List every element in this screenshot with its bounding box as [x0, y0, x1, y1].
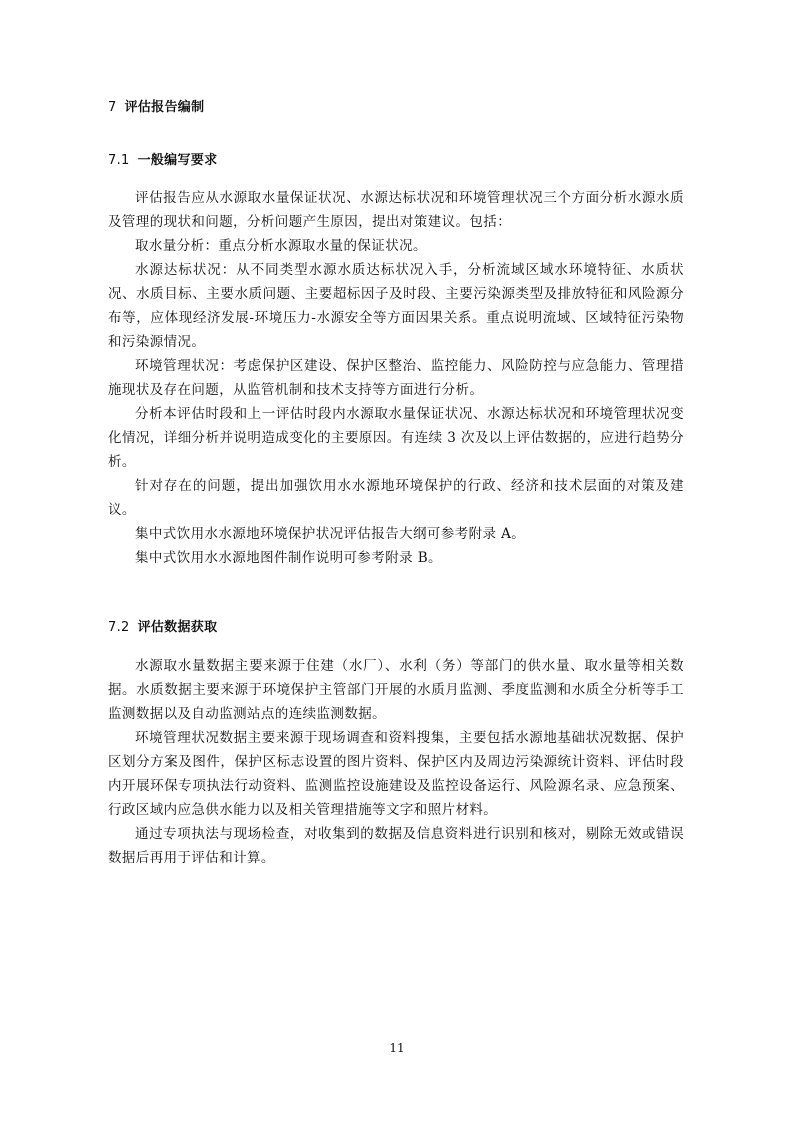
- paragraph: 分析本评估时段和上一评估时段内水源取水量保证状况、水源达标状况和环境管理状况变化情况，详细分析并说明造成变化的主要原因。有连续 3 次及以上评估数据的，应进行趋势分析。: [108, 406, 684, 470]
- paragraph: 通过专项执法与现场检查，对收集到的数据及信息资料进行识别和核对，剔除无效或错误数据后再用于评估和计算。: [108, 826, 684, 866]
- paragraph: 环境管理状况：考虑保护区建设、保护区整治、监控能力、风险防控与应急能力、管理措施现状及存在问题，从监管机制和技术支持等方面进行分析。: [108, 358, 684, 398]
- section-title: 一般编写要求: [137, 153, 218, 168]
- section-number: 7: [108, 100, 117, 115]
- paragraph: 水源达标状况：从不同类型水源水质达标状况入手，分析流域区域水环境特征、水质状况、水质目标、主要水质问题、主要超标因子及时段、主要污染源类型及排放特征和风险源分布等，应体现经济发展-环境压力-水源安全等方面因果关系。重点说明流域、区域特征污染物和污染源情况。: [108, 262, 684, 350]
- section-7-heading: [108, 96, 204, 115]
- section-7-1-body: [108, 186, 684, 570]
- paragraph: 环境管理状况数据主要来源于现场调查和资料搜集，主要包括水源地基础状况数据、保护区划分方案及图件，保护区标志设置的图片资料、保护区内及周边污染源统计资料、评估时段内开展环保专项执法行动资料、监测监控设施建设及监控设备运行、风险源名录、应急预案、行政区域内应急供水能力以及相关管理措施等文字和照片材料。: [108, 730, 684, 818]
- page-number: 11: [389, 1041, 405, 1055]
- section-7-1-heading: [108, 149, 217, 168]
- paragraph: 集中式饮用水水源地图件制作说明可参考附录 B。: [135, 550, 442, 566]
- paragraph: 评估报告应从水源取水量保证状况、水源达标状况和环境管理状况三个方面分析水源水质及管理的现状和问题，分析问题产生原因，提出对策建议。包括：: [108, 190, 684, 230]
- paragraph: 水源取水量数据主要来源于住建（水厂）、水利（务）等部门的供水量、取水量等相关数据。水质数据主要来源于环境保护主管部门开展的水质月监测、季度监测和水质全分析等手工监测数据以及自动监测站点的连续监测数据。: [108, 658, 684, 722]
- paragraph: 集中式饮用水水源地环境保护状况评估报告大纲可参考附录 A。: [135, 526, 526, 542]
- section-number: 7.1: [108, 153, 130, 168]
- paragraph: 针对存在的问题，提出加强饮用水水源地环境保护的行政、经济和技术层面的对策及建议。: [108, 478, 684, 518]
- section-number: 7.2: [108, 620, 130, 635]
- section-7-2-body: [108, 654, 684, 870]
- section-title: 评估报告编制: [124, 100, 205, 115]
- paragraph: 取水量分析：重点分析水源取水量的保证状况。: [135, 238, 427, 254]
- section-title: 评估数据获取: [137, 620, 218, 635]
- section-7-2-heading: [108, 616, 217, 635]
